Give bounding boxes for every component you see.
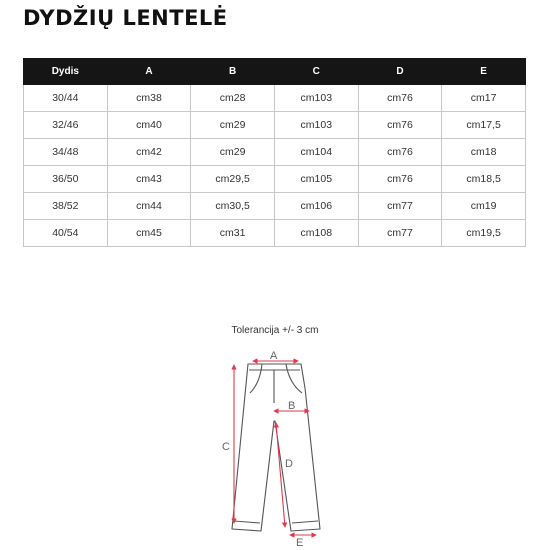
table-cell: cm44 bbox=[107, 193, 191, 220]
header-a: A bbox=[107, 59, 191, 85]
header-e: E bbox=[442, 59, 526, 85]
table-cell: 40/54 bbox=[24, 220, 108, 247]
table-cell: cm103 bbox=[274, 85, 358, 112]
table-row bbox=[24, 166, 526, 193]
table-cell: cm29 bbox=[191, 139, 275, 166]
table-cell: 38/52 bbox=[24, 193, 108, 220]
table-cell: cm42 bbox=[107, 139, 191, 166]
label-e: E bbox=[296, 537, 304, 549]
table-cell: cm43 bbox=[107, 166, 191, 193]
table-cell: cm106 bbox=[274, 193, 358, 220]
page-title: DYDŽIŲ LENTELĖ bbox=[23, 6, 228, 30]
header-d: D bbox=[358, 59, 442, 85]
table-cell: cm30,5 bbox=[191, 193, 275, 220]
table-row bbox=[24, 220, 526, 247]
table-cell: cm19,5 bbox=[442, 220, 526, 247]
table-cell: cm29,5 bbox=[191, 166, 275, 193]
header-size: Dydis bbox=[24, 59, 108, 85]
table-cell: cm18 bbox=[442, 139, 526, 166]
table-cell: cm76 bbox=[358, 166, 442, 193]
label-b: B bbox=[288, 400, 296, 412]
table-header-row bbox=[24, 59, 526, 85]
table-cell: cm76 bbox=[358, 85, 442, 112]
size-table bbox=[23, 58, 526, 247]
header-c: C bbox=[274, 59, 358, 85]
label-a: A bbox=[270, 350, 278, 362]
table-cell: cm104 bbox=[274, 139, 358, 166]
table-cell: cm29 bbox=[191, 112, 275, 139]
table-cell: cm45 bbox=[107, 220, 191, 247]
table-cell: 34/48 bbox=[24, 139, 108, 166]
measure-d-line bbox=[276, 423, 285, 527]
table-cell: cm40 bbox=[107, 112, 191, 139]
table-cell: 32/46 bbox=[24, 112, 108, 139]
table-cell: 30/44 bbox=[24, 85, 108, 112]
table-cell: cm76 bbox=[358, 139, 442, 166]
table-cell: cm103 bbox=[274, 112, 358, 139]
table-cell: cm17 bbox=[442, 85, 526, 112]
label-c: C bbox=[222, 441, 230, 453]
pants-measurement-diagram bbox=[212, 343, 352, 550]
table-cell: cm31 bbox=[191, 220, 275, 247]
table-cell: cm77 bbox=[358, 193, 442, 220]
table-row bbox=[24, 139, 526, 166]
table-cell: cm38 bbox=[107, 85, 191, 112]
table-cell: cm17,5 bbox=[442, 112, 526, 139]
tolerance-note: Tolerancija +/- 3 cm bbox=[231, 325, 319, 336]
table-cell: cm19 bbox=[442, 193, 526, 220]
table-row bbox=[24, 112, 526, 139]
pants-outline bbox=[232, 364, 320, 531]
table-cell: cm105 bbox=[274, 166, 358, 193]
header-b: B bbox=[191, 59, 275, 85]
table-cell: cm76 bbox=[358, 112, 442, 139]
table-row bbox=[24, 85, 526, 112]
label-d: D bbox=[285, 458, 293, 470]
table-cell: cm77 bbox=[358, 220, 442, 247]
table-cell: cm28 bbox=[191, 85, 275, 112]
table-cell: cm18,5 bbox=[442, 166, 526, 193]
table-cell: 36/50 bbox=[24, 166, 108, 193]
table-row bbox=[24, 193, 526, 220]
table-cell: cm108 bbox=[274, 220, 358, 247]
